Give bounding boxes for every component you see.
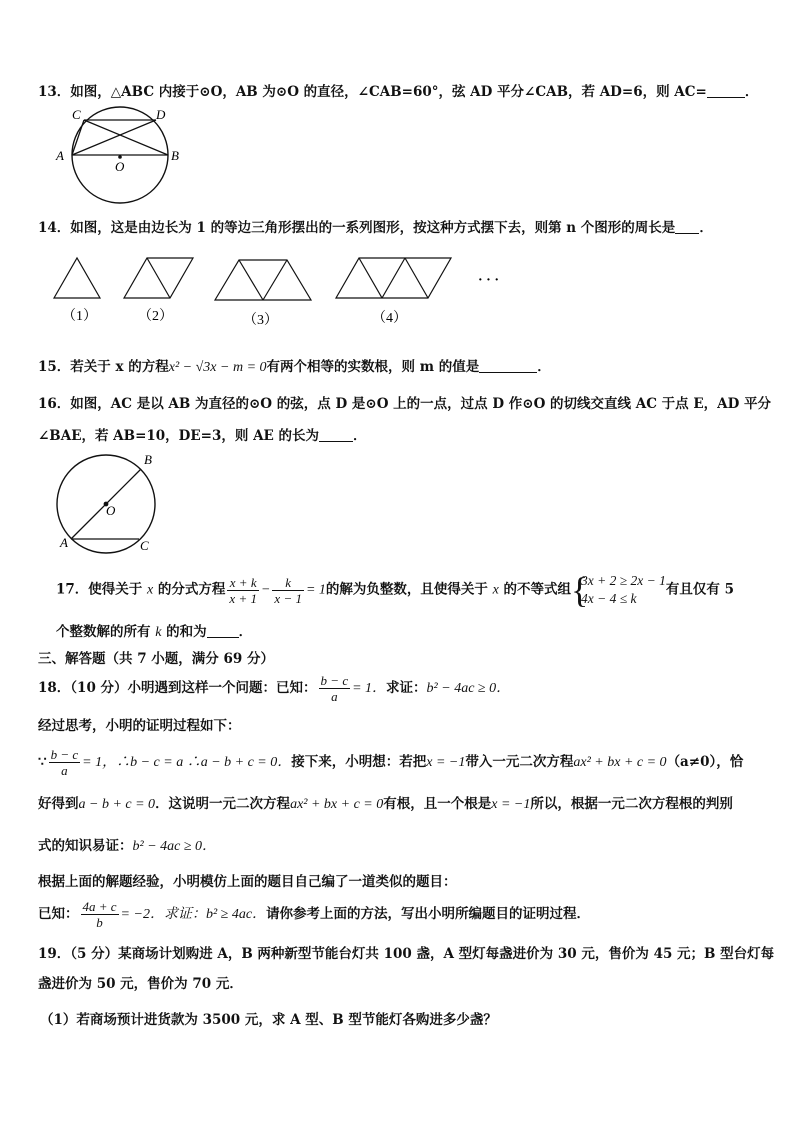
- q17-line1: 17．使得关于 x 的分式方程 $\frac{x + k}{x + 1}$ − $\frac{k}{x - 1}$ = 1的解为负整数，且使得关于 x 的不等式组 { 3x + 2 ≥ 2x − 1 4x − 4 ≤ k 有且仅有 5: [56, 570, 735, 610]
- q18-fraction-2: $\frac{4a + c}{b}$: [82, 899, 117, 930]
- q15-blank[interactable]: [479, 358, 537, 373]
- q16-label-b: B: [144, 452, 152, 467]
- q16-label-o: O: [106, 503, 116, 518]
- q19-line1: 19．（5 分）某商场计划购进 A，B 两种新型节能台灯共 100 盏，A 型灯每盏进价为 30 元，售价为 45 元；B 型台灯每: [38, 946, 775, 962]
- q14-text: 14．如图，这是由边长为 1 的等边三角形摆出的一系列图形，按这种方式摆下去，则第 n 个图形的周长是 ．: [38, 220, 713, 236]
- q16-blank[interactable]: [319, 427, 353, 442]
- q19-sub1: （1）若商场预计进货款为 3500 元，求 A 型、B 型节能灯各购进多少盏？: [40, 1012, 497, 1028]
- q13-text: 13．如图，△ABC 内接于⊙O，AB 为⊙O 的直径，∠CAB=60°，弦 AD 平分∠CAB，若 AD=6，则 AC= ．: [38, 84, 759, 100]
- q16-figure: [50, 448, 170, 556]
- q16-label-c: C: [140, 538, 149, 553]
- q17-inequality-system: { 3x + 2 ≥ 2x − 1 4x − 4 ≤ k: [571, 570, 666, 610]
- q16-line1: 16．如图，AC 是以 AB 为直径的⊙O 的弦，点 D 是⊙O 上的一点，过点 D 作⊙O 的切线交直线 AC 于点 E，AD 平分: [38, 396, 772, 412]
- q15-equation: x² − √3x − m = 0: [168, 360, 267, 375]
- q17-line2: 个整数解的所有 k 的和为 ．: [56, 624, 253, 640]
- q16-label-a: A: [60, 535, 68, 550]
- q18-line3: ∵ $\frac{b - c}{a}$ = 1，∴b − c = a ∴a − b + c = 0．接下来，小明想：若把x = −1带入一元二次方程ax² + bx + c = 0（a≠0），恰: [38, 747, 744, 778]
- q13-figure: [50, 104, 200, 204]
- q18-fraction: $\frac{b - c}{a}$: [320, 673, 349, 704]
- q14-caption-1: （1）: [62, 309, 97, 324]
- q14-caption-2: （2）: [138, 309, 173, 324]
- q19-line2: 盏进价为 50 元，售价为 70 元．: [38, 976, 243, 992]
- q13-blank[interactable]: [707, 83, 745, 98]
- q16-line2: ∠BAE，若 AB=10，DE=3，则 AE 的长为 ．: [38, 428, 367, 444]
- q13-label-c: C: [72, 107, 81, 122]
- q14-blank[interactable]: [675, 219, 699, 234]
- q13-label-d: D: [156, 107, 166, 122]
- q17-fraction-1: $\frac{x + k}{x + 1}$: [229, 574, 257, 606]
- q18-line7: 已知： $\frac{4a + c}{b}$ = −2．求证：b² ≥ 4ac．请你参考上面的方法，写出小明所编题目的证明过程．: [38, 899, 591, 930]
- q17-blank[interactable]: [207, 623, 239, 638]
- q13-label-a: A: [56, 148, 64, 163]
- q13-label-o: O: [115, 159, 125, 174]
- q14-caption-4: （4）: [372, 311, 407, 326]
- q18-line2: 经过思考，小明的证明过程如下：: [38, 718, 241, 734]
- q14-figure: [40, 252, 520, 332]
- q18-line5: 式的知识易证：b² − 4ac ≥ 0．: [38, 838, 217, 854]
- q14-caption-3: （3）: [243, 313, 278, 328]
- q18-line6: 根据上面的解题经验，小明模仿上面的题目自己编了一道类似的题目：: [38, 874, 457, 890]
- q14-ellipsis: · · ·: [478, 273, 500, 288]
- section-title: 三、解答题（共 7 小题，满分 69 分）: [38, 651, 274, 667]
- q18-line1: 18．（10 分）小明遇到这样一个问题：已知： $\frac{b - c}{a}$ = 1．求证：b² − 4ac ≥ 0．: [38, 673, 511, 704]
- q13-label-b: B: [171, 148, 179, 163]
- q17-fraction-2: $\frac{k}{x - 1}$: [274, 574, 302, 606]
- q15-text: 15．若关于 x 的方程x² − √3x − m = 0有两个相等的实数根，则 m 的值是 ．: [38, 359, 551, 375]
- q18-line4: 好得到a − b + c = 0．这说明一元二次方程ax² + bx + c = 0有根，且一个根是x = −1所以，根据一元二次方程根的判别: [38, 796, 733, 812]
